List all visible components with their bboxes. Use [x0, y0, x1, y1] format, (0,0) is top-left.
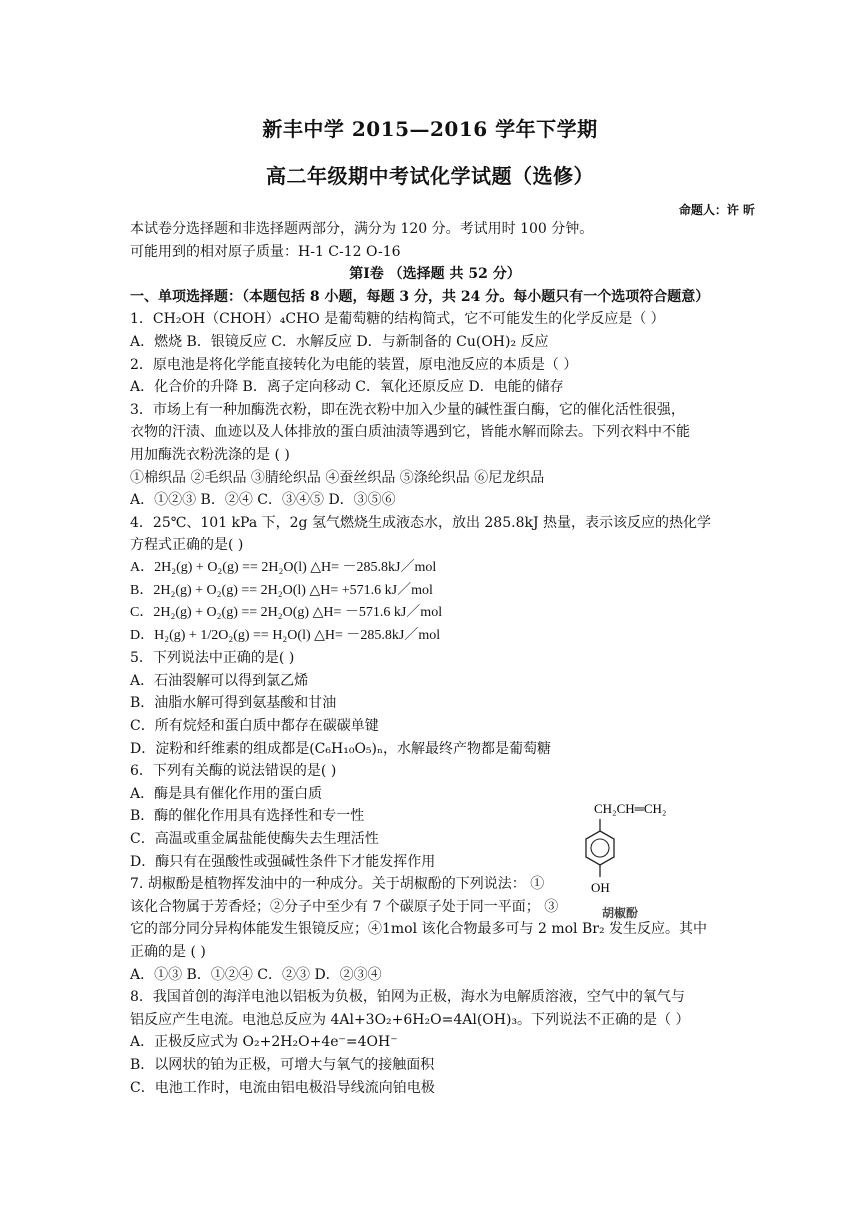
title-school-term: 新丰中学 2015—2016 学年下学期	[262, 117, 598, 141]
question-line: A．①③ B．①②④ C．②③ D．②③④	[130, 966, 382, 983]
question-line: B．酶的催化作用具有选择性和专一性	[130, 808, 365, 825]
question-line: 1．CH₂OH（CHOH）₄CHO 是葡萄糖的结构简式，它不可能发生的化学反应是（ ）	[130, 311, 665, 328]
figure-caption: 胡椒酚	[602, 906, 639, 920]
question-line: 它的部分同分异构体能发生银镜反应；④1mol 该化合物最多可与 2 mol Br₂ 发生反应。其中	[130, 921, 708, 938]
intro-line: 可能用到的相对原子质量：H-1 C-12 O-16	[130, 243, 401, 260]
question-line: 方程式正确的是( )	[130, 537, 244, 554]
part-title: 第Ⅰ卷 （选择题 共 52 分）	[349, 266, 521, 283]
question-line: 2．原电池是将化学能直接转化为电能的装置，原电池反应的本质是（ ）	[130, 356, 578, 373]
benzene-ring	[586, 831, 614, 865]
question-line: B．以网状的铂为正极，可增大与氧气的接触面积	[130, 1056, 435, 1073]
intro-line: 本试卷分选择题和非选择题两部分，满分为 120 分。考试用时 100 分钟。	[130, 221, 594, 237]
question-line: A．酶是具有催化作用的蛋白质	[130, 785, 323, 802]
author-line: 命题人：许 昕	[678, 203, 755, 217]
exam-body	[130, 218, 740, 1099]
ring-circle	[591, 839, 609, 857]
question-line: 衣物的汗渍、血迹以及人体排放的蛋白质油渍等遇到它，皆能水解而除去。下列衣料中不能	[130, 424, 690, 441]
question-line: A．石油裂解可以得到氯乙烯	[130, 672, 309, 689]
question-line: C．高温或重金属盐能使酶失去生理活性	[130, 831, 379, 848]
equation-line: A．2H₂(g) + O₂(g) == 2H₂O(l) △H= －285.8kJ／mol	[130, 559, 437, 575]
equation-line: C．2H₂(g) + O₂(g) == 2H₂O(g) △H= －571.6 kJ／mol	[130, 605, 443, 621]
question-line: A．化合价的升降 B．离子定向移动 C．氧化还原反应 D．电能的储存	[130, 379, 564, 396]
question-line: 用加酶洗衣粉洗涤的是 ( )	[130, 446, 290, 463]
question-line: A．①②③ B．②④ C．③④⑤ D．③⑤⑥	[130, 492, 396, 509]
title-exam: 高二年级期中考试化学试题（选修）	[266, 164, 594, 188]
question-line: B．油脂水解可得到氨基酸和甘油	[130, 695, 337, 712]
question-line: 7. 胡椒酚是植物挥发油中的一种成分。关于胡椒酚的下列说法： ①	[130, 876, 545, 893]
question-line: D．酶只有在强酸性或强碱性条件下才能发挥作用	[130, 853, 436, 870]
question-line: 5．下列说法中正确的是( )	[130, 650, 295, 667]
chavicol-structure-figure	[580, 797, 710, 922]
question-line: D．淀粉和纤维素的组成都是(C₆H₁₀O₅)ₙ，水解最终产物都是葡萄糖	[130, 740, 552, 757]
section-title: 一、单项选择题：（本题包括 8 小题，每题 3 分，共 24 分。每小题只有一个选项符合题意）	[130, 288, 710, 305]
question-line: C．所有烷烃和蛋白质中都存在碳碳单键	[130, 718, 379, 735]
question-line: 6．下列有关酶的说法错误的是( )	[130, 763, 337, 780]
question-line: 3．市场上有一种加酶洗衣粉，即在洗衣粉中加入少量的碱性蛋白酶，它的催化活性很强，	[130, 401, 685, 418]
question-line: C．电池工作时，电流由铝电极沿导线流向铂电极	[130, 1079, 435, 1096]
question-line: 4．25℃、101 kPa 下，2g 氢气燃烧生成液态水，放出 285.8kJ 热量，表示该反应的热化学	[130, 514, 712, 531]
question-line: 铝反应产生电流。电池总反应为 4Al+3O₂+6H₂O=4Al(OH)₃。下列说法不正确的是（ ）	[130, 1011, 690, 1028]
equation-line: D．H₂(g) + 1/2O₂(g) == H₂O(l) △H= －285.8kJ／mol	[130, 627, 441, 643]
equation-line: B．2H₂(g) + O₂(g) == 2H₂O(l) △H= +571.6 kJ／mol	[130, 582, 433, 598]
substituent-label: CH₂CH═CH₂	[594, 801, 667, 816]
question-line: ①棉织品 ②毛织品 ③腈纶织品 ④蚕丝织品 ⑤涤纶织品 ⑥尼龙织品	[130, 469, 545, 486]
oh-label: OH	[591, 880, 610, 895]
question-line: A．燃烧 B．银镜反应 C．水解反应 D．与新制备的 Cu(OH)₂ 反应	[130, 333, 549, 350]
question-line: 该化合物属于芳香烃；②分子中至少有 7 个碳原子处于同一平面； ③	[130, 898, 559, 915]
question-line: A．正极反应式为 O₂+2H₂O+4e⁻=4OH⁻	[130, 1034, 398, 1051]
question-line: 正确的是 ( )	[130, 944, 206, 960]
question-line: 8．我国首创的海洋电池以铝板为负极，铂网为正极，海水为电解质溶液，空气中的氧气与	[130, 989, 685, 1006]
